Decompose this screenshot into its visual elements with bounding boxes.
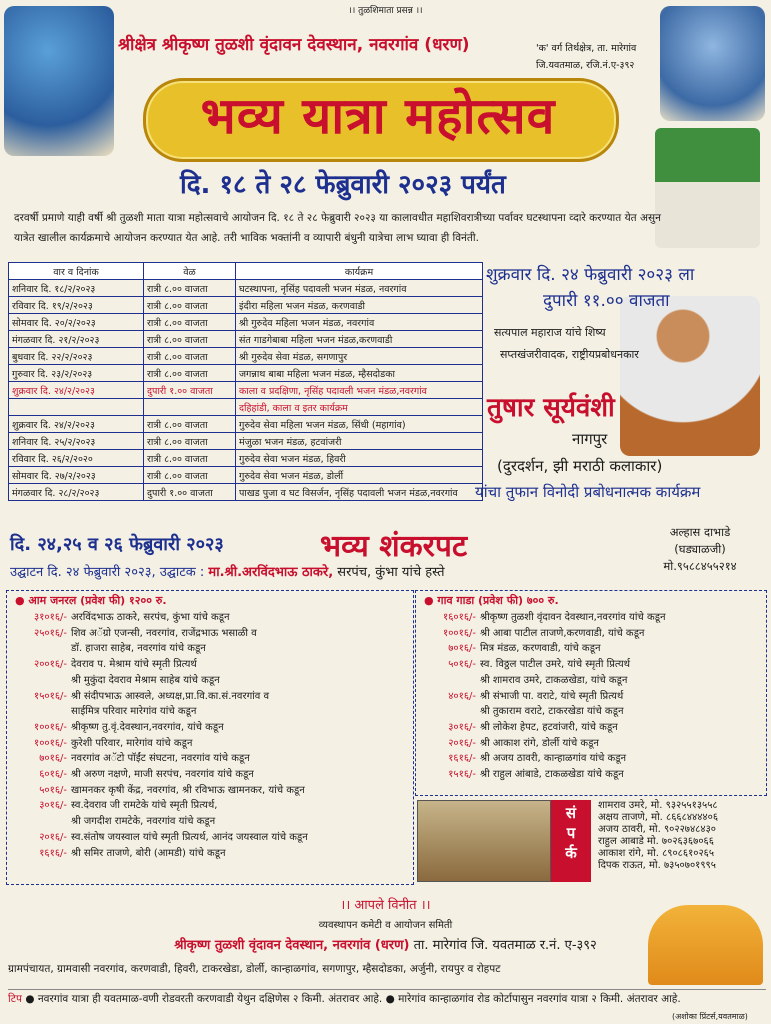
prize-amount: ७०१६/- — [39, 753, 67, 765]
row-day: सोमवार दि. २०/२/२०२३ — [9, 314, 144, 331]
prize-sponsor: श्री अरुण नक्षणे, माजी सरपंच, नवरगांव यांचे कडून — [71, 769, 254, 781]
contact-label-char: सं — [565, 804, 577, 822]
village-prizes-panel — [415, 590, 767, 796]
row-day: शुक्रवार दि. २४/२/२०२३ — [9, 416, 144, 433]
organizer-name: अल्हास दाभाडे — [669, 525, 731, 539]
prize-amount: २५०१६/- — [34, 627, 67, 639]
organizer-alias: (घड्याळजी) — [674, 542, 726, 556]
prize-row — [7, 783, 413, 799]
prize-amount: २०१६/- — [39, 831, 67, 843]
prize-row — [416, 657, 766, 673]
prize-sponsor: शिव अॅग्रो एजन्सी, नवरगांव, राजेंद्रभाऊ भसाळी व — [71, 627, 257, 639]
inauguration-line — [10, 562, 445, 580]
prize-amount: १६०१६/- — [443, 612, 476, 623]
prize-row — [7, 610, 413, 626]
prize-sponsor: श्री समिर ताजणे, बोरी (आमडी) यांचे कडून — [71, 847, 226, 859]
schedule-row — [9, 484, 483, 501]
prize-sponsor: श्री संदीपभाऊ आस्वले, अध्यक्ष,प्रा.वि.का.सं.नवरगांव व — [71, 690, 270, 702]
prize-amount: २००१६/- — [34, 659, 67, 671]
prize-amount: २०१६/- — [448, 737, 476, 749]
footer-committee: व्यवस्थापन कमेटी व आयोजन समिती — [318, 920, 453, 931]
prize-row — [7, 689, 413, 705]
row-event: दहिहांडी, काला व इतर कार्यक्रम — [236, 399, 483, 416]
prize-sponsor: श्रीकृष्ण तु.वृं.देवस्थान,नवरगांव, यांचे कडून — [71, 721, 224, 733]
row-time: रात्री ८.०० वाजता — [144, 365, 236, 382]
prize-amount: १००१६/- — [34, 721, 67, 733]
prize-sponsor: श्रीकृष्ण तुळशी वृंदावन देवस्थान,नवरगांव यांचे कडून — [480, 612, 666, 623]
prize-row — [7, 673, 413, 689]
row-day: गुरुवार दि. २३/२/२०२३ — [9, 365, 144, 382]
prize-row — [416, 689, 766, 705]
schedule-row — [9, 331, 483, 348]
row-time: रात्री ८.०० वाजता — [144, 297, 236, 314]
prize-sponsor: स्व.देवराव जी रामटेके यांचे स्मृती प्रित्यर्थ, — [71, 800, 218, 812]
tip-label: टिप — [8, 993, 22, 1005]
schedule-table — [8, 262, 483, 501]
open-prizes-title: ● आम जनरल (प्रवेश फी) १२०० रु. — [15, 594, 167, 607]
prize-amount: ५०१६/- — [448, 659, 476, 671]
footer-org-suffix: ता. मारेगांव जि. यवतमाळ र.नं. ए-३९२ — [413, 938, 597, 953]
contact-label — [551, 800, 591, 882]
intro-paragraph: दरवर्षी प्रमाणे याही वर्षी श्री तुळशी माता यात्रा महोत्सवाचे आयोजन दि. १८ ते २८ फेब्रुवारी २०२३ या कालावधीत महाशिवरात्रीच्या पर्वावर घटस्थापना व्दारे करण्यात येत असुन यात्रेत खालील कार्यक्रमाचे आयोजन करण्यात येत आहे. तरी भाविक भक्तांनी व व्यापारी बंधुनी यात्रेचा लाभ घ्यावा ही विनंती. — [14, 212, 661, 244]
prize-amount: ३१०१६/- — [34, 612, 67, 623]
schedule-row — [9, 314, 483, 331]
prize-sponsor: मित्र मंडळ, करणवाडी, यांचे कडून — [480, 643, 601, 655]
special-date: शुक्रवार दि. २४ फेब्रुवारी २०२३ ला — [486, 265, 695, 285]
prize-sponsor: नवरगांव अॅटो पॉईंट संघटना, नवरगांव यांचे कडून — [71, 753, 250, 765]
org-category: 'क' वर्ग तिर्थक्षेत्र, ता. मारेगांव — [536, 43, 637, 54]
contact-line: आकाश रांगे, मो. ८९०८६१०२६५ — [598, 848, 715, 859]
contact-line: शामराव उमरे, मो. ९३२५५१३५५८ — [598, 800, 718, 811]
tip-text: ● नवरगांव यात्रा ही यवतमाळ-वणी रोडवरती करणवाडी येथुन दक्षिणेस २ किमी. अंतरावर आहे. ● मारेगांव कान्हाळगांव रोड कोर्टापासुन नवरगांव यात्रा २ किमी. अंतरावर आहे. — [25, 993, 681, 1005]
row-event: घटस्थापना, नृसिंह पदावली भजन मंडळ, नवरगांव — [236, 280, 483, 297]
tulsi-vrindavan-image — [655, 128, 760, 248]
row-event: श्री गुरुदेव सेवा मंडळ, सगणापुर — [236, 348, 483, 365]
prize-row — [7, 846, 413, 862]
col-time: वेळ — [144, 263, 236, 280]
row-time: रात्री ८.०० वाजता — [144, 314, 236, 331]
schedule-row — [9, 467, 483, 484]
schedule-row — [9, 399, 483, 416]
shankarpat-dates: दि. २४,२५ व २६ फेब्रुवारी २०२३ — [10, 534, 224, 555]
row-time: दुपारी १.०० वाजता — [144, 484, 236, 501]
prize-row — [7, 720, 413, 736]
org-registration: जि.यवतमाळ, रजि.नं.ए-३९२ — [536, 60, 635, 71]
performer-desc: (दुरदर्शन, झी मराठी कलाकार) — [497, 457, 663, 475]
prize-row — [7, 736, 413, 752]
prize-sponsor: श्री तुकाराम वराटे, टाकरखेडा यांचे कडून — [480, 706, 624, 718]
prize-sponsor: खामनकर कृषी केंद्र, नवरगांव, श्री रविभाऊ खामनकर, यांचे कडून — [71, 784, 305, 796]
row-day: मंगळवार दि. २८/२/२०२३ — [9, 484, 144, 501]
prize-sponsor: श्री लोकेश हेपट, हटवांजरी, यांचे कडून — [480, 721, 618, 733]
prize-amount: १००१६/- — [443, 627, 476, 639]
village-prizes-title: ● गाव गाडा (प्रवेश फी) ७०० रु. — [424, 594, 559, 607]
prize-amount: ७०१६/- — [448, 643, 476, 655]
schedule-row — [9, 433, 483, 450]
contact-line: अजय ठावरी, मो. ९०२२७४८४३० — [598, 824, 716, 835]
row-event: गुरुदेव सेवा भजन मंडळ, डोर्ली — [236, 467, 483, 484]
schedule-row — [9, 280, 483, 297]
prize-row — [416, 720, 766, 736]
row-time — [144, 399, 236, 416]
footer-org — [0, 935, 771, 953]
press-credit: (अशोका प्रिंटर्स,यवतमाळ) — [672, 1012, 748, 1021]
row-event: गुरुदेव सेवा भजन मंडळ, हिवरी — [236, 450, 483, 467]
schedule-row — [9, 365, 483, 382]
prize-row — [416, 736, 766, 752]
row-event: काला व प्रदक्षिणा, नृसिंह पदावली भजन मंडळ,नवरगांव — [236, 382, 483, 399]
prize-amount: १५०१६/- — [34, 690, 67, 702]
inauguration-prefix: उद्घाटन दि. २४ फेब्रुवारी २०२३, उद्घाटक : — [10, 565, 205, 580]
row-event: जगन्नाथ बाबा महिला भजन मंडळ, म्हैसदोडका — [236, 365, 483, 382]
contact-line: दिपक राऊत, मो. ७३५०७०१९९५ — [598, 860, 716, 871]
prize-sponsor: श्री आबा पाटील ताजणे,करणवाडी, यांचे कडून — [480, 627, 645, 639]
schedule-row — [9, 450, 483, 467]
contact-line: अक्षय ताजणे, मो. ८६६८४४४४०६ — [598, 812, 719, 823]
prize-row — [7, 751, 413, 767]
prize-sponsor: श्री जगदीश रामटेके, नवरगांव यांचे कडून — [71, 816, 216, 828]
row-time: रात्री ८.०० वाजता — [144, 433, 236, 450]
row-day: शुक्रवार दि. २४/२/२०२३ — [9, 382, 144, 399]
village-prizes-list — [416, 610, 766, 783]
prize-sponsor: श्री संभाजी पा. वराटे, यांचे स्मृती प्रित्यर्थ — [480, 690, 624, 702]
prize-sponsor: अरविंदभाऊ ठाकरे, सरपंच, कुंभा यांचे कडून — [71, 612, 230, 623]
org-side-info — [536, 40, 636, 74]
prize-row — [7, 830, 413, 846]
row-event: इंदीरा महिला भजन मंडळ, करणवाडी — [236, 297, 483, 314]
date-range: दि. १८ ते २८ फेब्रुवारी २०२३ पर्यंत — [180, 170, 506, 200]
prize-row — [7, 641, 413, 657]
prize-row — [416, 626, 766, 642]
schedule-header — [9, 263, 483, 280]
prize-amount: ४०१६/- — [448, 690, 476, 702]
row-time: रात्री ८.०० वाजता — [144, 348, 236, 365]
schedule-row — [9, 382, 483, 399]
row-day: रविवार दि. १९/२/२०२३ — [9, 297, 144, 314]
row-event: श्री गुरुदेव महिला भजन मंडळ, नवरगांव — [236, 314, 483, 331]
prize-row — [416, 641, 766, 657]
krishna-image — [4, 6, 114, 156]
prize-row — [416, 673, 766, 689]
prize-row — [416, 610, 766, 626]
organizer-info — [640, 524, 760, 575]
prize-row — [7, 626, 413, 642]
org-title: श्रीक्षेत्र श्रीकृष्ण तुळशी वृंदावन देवस्थान, नवरगांव (धरण) — [118, 35, 470, 55]
shiva-image — [660, 6, 765, 121]
contact-label-char: प — [566, 824, 576, 842]
schedule-row — [9, 348, 483, 365]
prize-sponsor: श्री आकाश रांगे, डोर्ली यांचे कडून — [480, 737, 599, 749]
row-time: रात्री ८.०० वाजता — [144, 450, 236, 467]
prize-amount: ३०१६/- — [448, 721, 476, 733]
prize-amount: १६१६/- — [448, 753, 476, 765]
footer — [0, 895, 771, 953]
prize-row — [416, 704, 766, 720]
prize-sponsor: श्री मुकुंदा देवराव मेश्राम साहेब यांचे कडून — [71, 674, 220, 686]
inaugurator-name: मा.श्री.अरविंदभाऊ ठाकरे, — [208, 565, 334, 580]
row-day: बुधवार दि. २२/२/२०२३ — [9, 348, 144, 365]
schedule-row — [9, 297, 483, 314]
row-event: मंजुळा भजन मंडळ, हटवांजरी — [236, 433, 483, 450]
special-disciple: सत्यपाल महाराज यांचे शिष्य — [494, 326, 606, 339]
row-time: रात्री ८.०० वाजता — [144, 416, 236, 433]
prize-row — [7, 657, 413, 673]
prize-row — [416, 767, 766, 783]
prize-row — [7, 767, 413, 783]
schedule-row — [9, 416, 483, 433]
footer-org-name: श्रीकृष्ण तुळशी वृंदावन देवस्थान, नवरगांव (धरण) — [174, 938, 410, 953]
inauguration-suffix: सरपंच, कुंभा यांचे हस्ते — [337, 565, 445, 580]
prize-amount: १००१६/- — [34, 737, 67, 749]
col-event: कार्यक्रम — [236, 263, 483, 280]
row-time: रात्री ८.०० वाजता — [144, 331, 236, 348]
bullock-race-image — [417, 800, 551, 882]
organizer-phone: मो.९५८८४५५२१४ — [663, 559, 737, 573]
row-event: गुरुदेव सेवा महिला भजन मंडळ, सिंधी (महागांव) — [236, 416, 483, 433]
row-day: शनिवार दि. १८/२/२०२३ — [9, 280, 144, 297]
special-time: दुपारी ११.०० वाजता — [543, 291, 670, 311]
special-titles: सप्तखंजरीवादक, राष्ट्रीयप्रबोधनकार — [500, 348, 639, 361]
prize-sponsor: श्री राहुल आंबाडे, टाकळखेडा यांचे कडून — [480, 769, 624, 781]
prize-amount: १५१६/- — [448, 769, 476, 781]
contact-list — [598, 800, 718, 872]
prize-sponsor: श्री अजय ठावरी, कान्हाळगांव यांचे कडून — [480, 753, 627, 765]
prize-amount: ३०१६/- — [39, 800, 67, 812]
footer-villages: ग्रामपंचायत, ग्रामवासी नवरगांव, करणवाडी, हिवरी, टाकरखेडा, डोर्ली, कान्हाळगांव, सगणापुर, म्हैसदोडका, अर्जुनी, रायपुर व रोहपट — [8, 963, 501, 975]
contact-line: राहुल आबाडे मो. ७०२६३६७०६६ — [598, 836, 714, 847]
prize-row — [7, 814, 413, 830]
prize-sponsor: डॉ. हाजरा साहेब, नवरगांव यांचे कडून — [71, 643, 206, 655]
prize-row — [7, 704, 413, 720]
row-day: रविवार दि. २६/२/२०२० — [9, 450, 144, 467]
row-time: दुपारी १.०० वाजता — [144, 382, 236, 399]
row-day: शनिवार दि. २५/२/२०२३ — [9, 433, 144, 450]
prize-sponsor: कुरेशी परिवार, मारेगांव यांचे कडून — [71, 737, 193, 749]
banner-title: भव्य यात्रा महोत्सव — [200, 87, 556, 145]
row-event: संत गाडगेबाबा महिला भजन मंडळ,करणवाडी — [236, 331, 483, 348]
prize-sponsor: स्व.संतोष जयस्वाल यांचे स्मृती प्रित्यर्थ, आनंद जयस्वाल यांचे कडून — [71, 831, 308, 843]
performer-city: नागपुर — [572, 430, 608, 448]
performer-name: तुषार सूर्यवंशी — [487, 393, 615, 423]
prize-amount: ५०१६/- — [39, 784, 67, 796]
open-prizes-list — [7, 610, 413, 861]
col-day: वार व दिनांक — [9, 263, 144, 280]
open-prizes-panel — [6, 590, 414, 885]
prize-row — [416, 751, 766, 767]
shankarpat-title: भव्य शंकरपट — [320, 529, 468, 564]
prize-sponsor: स्व. विठ्ठल पाटील उमरे, यांचे स्मृती प्रित्यर्थ — [480, 659, 631, 671]
performer-photo — [620, 296, 760, 456]
row-day — [9, 399, 144, 416]
footer-tip — [8, 989, 766, 1006]
prize-sponsor: श्री शामराव उमरे, टाकळखेडा, यांचे कडून — [480, 674, 628, 686]
prize-row — [7, 798, 413, 814]
contact-label-char: र्क — [565, 844, 577, 862]
prize-amount: ६०१६/- — [39, 769, 67, 781]
prize-sponsor: साईमित्र परिवार मारेगांव यांचे कडून — [71, 706, 197, 718]
performer-program: यांचा तुफान विनोदी प्रबोधनात्मक कार्यक्रम — [475, 483, 701, 501]
row-day: मंगळवार दि. २१/२/२०२३ — [9, 331, 144, 348]
prize-sponsor: देवराव प. मेश्राम यांचे स्मृती प्रित्यर्थ — [71, 659, 197, 671]
top-note: ।। तुळशिमाता प्रसन्न ।। — [348, 6, 423, 16]
row-event: पाखड पुजा व घट विसर्जन, नृसिंह पदावली भजन मंडळ,नवरगांव — [236, 484, 483, 501]
row-day: सोमवार दि. २७/२/२०२३ — [9, 467, 144, 484]
row-time: रात्री ८.०० वाजता — [144, 280, 236, 297]
prize-amount: १६१६/- — [39, 847, 67, 859]
footer-vinit: ।। आपले विनीत ।। — [340, 898, 431, 913]
row-time: रात्री ८.०० वाजता — [144, 467, 236, 484]
